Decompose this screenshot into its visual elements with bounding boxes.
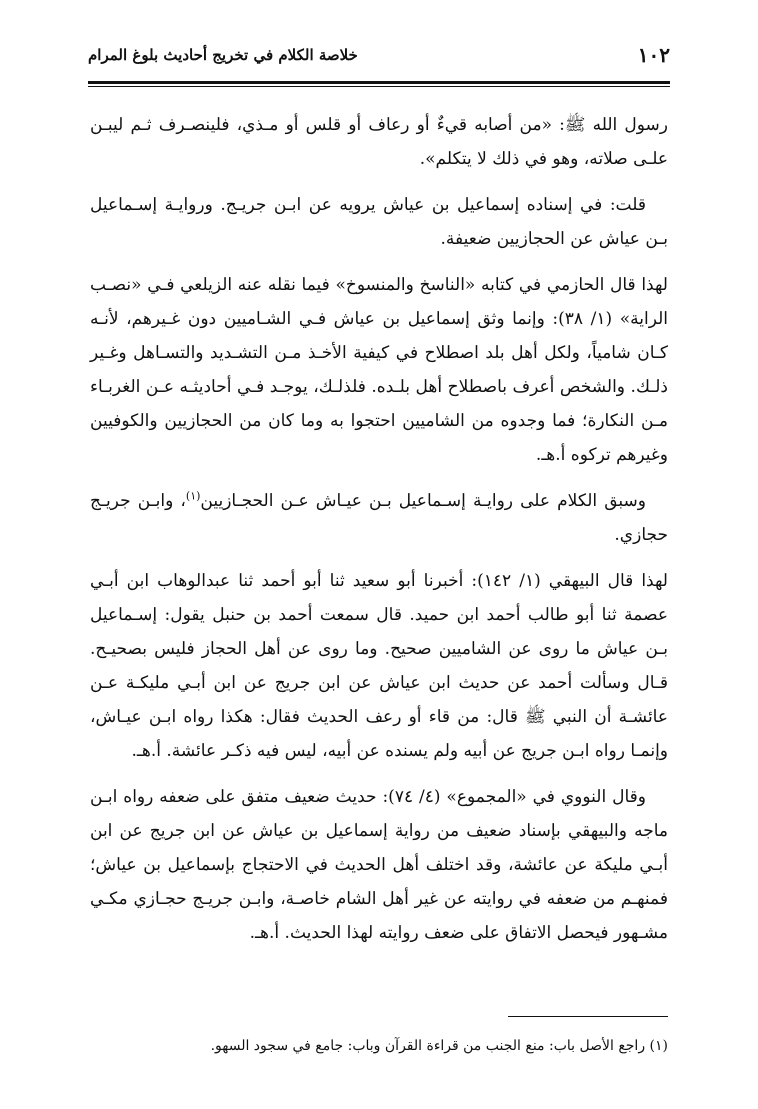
page-number: ١٠٢ [637, 43, 670, 67]
paragraph-4-text: وسبق الكلام على روايـة إسـماعيل بـن عيـاش عـن الحجـازيين [200, 491, 646, 511]
header-rule [88, 81, 670, 87]
footnote: (١) راجع الأصل باب: منع الجنب من قراءة القرآن وباب: جامع في سجود السهو. [210, 1038, 668, 1054]
page-header [88, 38, 670, 72]
body-text [90, 108, 668, 962]
running-title: خلاصة الكلام في تخريج أحاديث بلوغ المرام [88, 46, 358, 64]
paragraph-4 [90, 484, 668, 552]
paragraph-3: لهذا قال الحازمي في كتابه «الناسخ والمنسوخ» فيما نقله عنه الزيلعي فـي «نصـب الراية» (١/ ٣٨): وإنما وثق إسماعيل بن عياش فـي الشـاميين دون غـيرهم، لأنـه كـان شامياً، ولكل أهل بلد اصطلاح في كيفية الأخـذ مـن التشـديد والتسـاهل وغـير ذلـك. والشخص أعرف باصطلاح أهل بلـده. فلذلـك، يوجـد فـي أحاديثـه عـن الغربـاء مـن النكارة؛ فما وجدوه من الشاميين احتجوا به وما كان من الحجازيين والكوفيين وغيرهم تركوه أ.هـ. [90, 275, 668, 465]
paragraph-4-tail: ، وابـن جريـج حجازي. [90, 491, 668, 545]
paragraph-5: لهذا قال البيهقي (١/ ١٤٢): أخبرنا أبو سعيد ثنا أبو أحمد ثنا عبدالوهاب ابن أبـي عصمة ثنا أبو طالب أحمد ابن حميد. قال سمعت أحمد بن حنبل يقول: إسـماعيل بـن عياش ما روى عن الشاميين صحيح. وما روى عن أهل الحجاز فليس بصحيـح. قـال وسألت أحمد عن حديث ابن عياش عن ابن جريج عن ابن أبـي مليكـة عـن عائشـة أن النبي ﷺ قال: من قاء أو رعف الحديث فقال: هكذا رواه ابـن عيـاش، وإنمـا رواه ابـن جريج عن أبيه ولم يسنده عن أبيه، ليس فيه ذكـر عائشة. أ.هـ. [90, 571, 668, 761]
footnote-rule [508, 1016, 668, 1017]
paragraph-6: وقال النووي في «المجموع» (٤/ ٧٤): حديث ضعيف متفق على ضعفه رواه ابـن ماجه والبيهقي بإسناد ضعيف من رواية إسماعيل بن عياش عن ابن جريج عن ابن أبـي مليكة عن عائشة، وقد اختلف أهل الحديث في الاحتجاج بإسماعيل بن عياش؛ فمنهـم من ضعفه في روايته عن غير أهل الشام خاصـة، وابـن جريـج حجـازي مكـي مشـهور فيحصل الاتفاق على ضعف روايته لهذا الحديث. أ.هـ. [90, 787, 668, 943]
footnote-reference[interactable]: (١) [185, 489, 201, 503]
paragraph-1: رسول الله ﷺ: «من أصابه قيءٌ أو رعاف أو قلس أو مـذي، فلينصـرف ثـم ليبـن علـى صلاته، وهو في ذلك لا يتكلم». [90, 115, 668, 169]
paragraph-2: قلت: في إسناده إسماعيل بن عياش يرويه عن ابـن جريـج. وروايـة إسـماعيل بـن عياش عن الحجازيين ضعيفة. [90, 195, 668, 249]
